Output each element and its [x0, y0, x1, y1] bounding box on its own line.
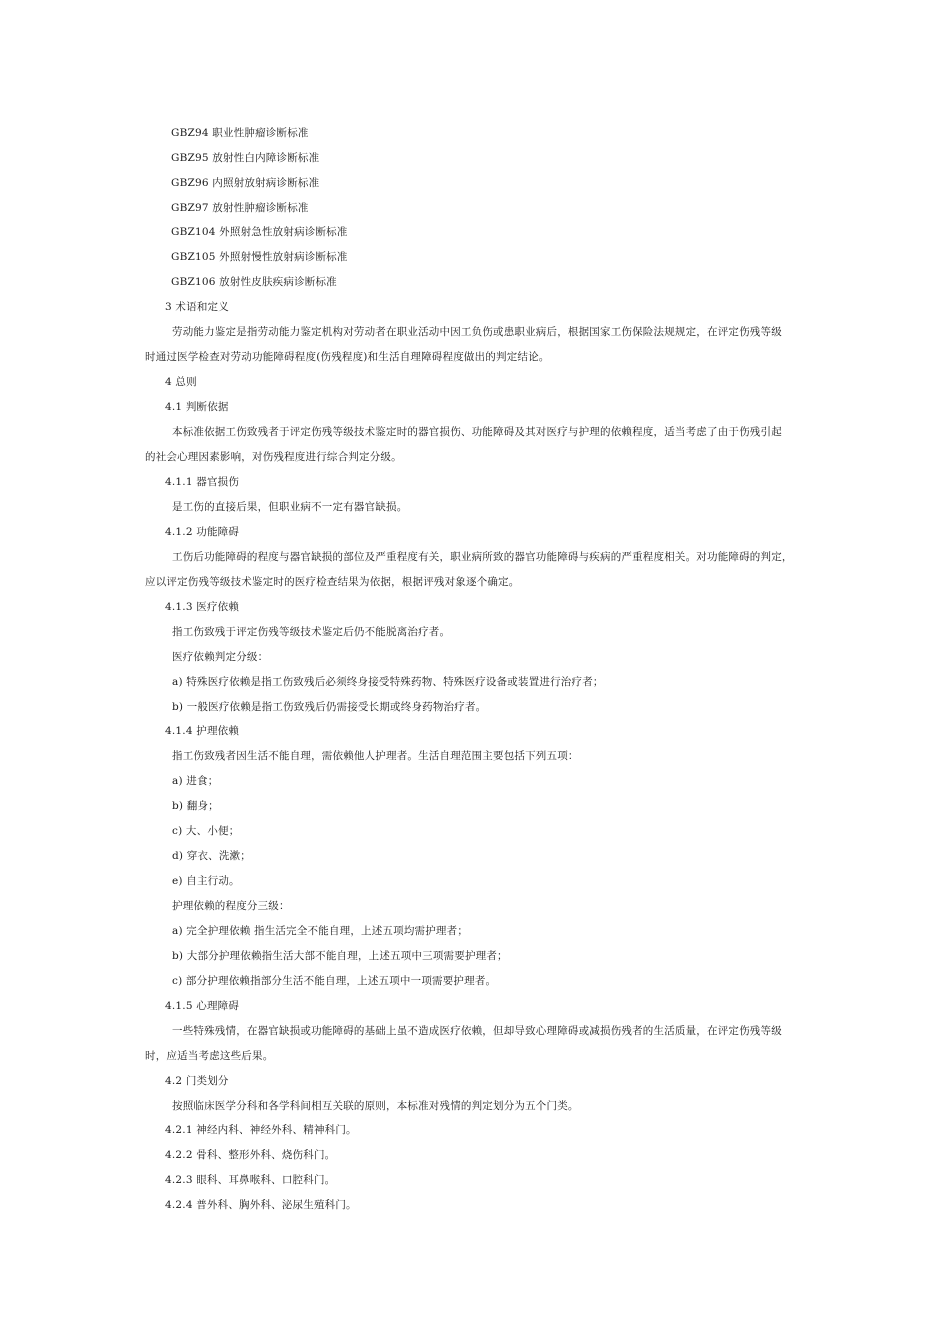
section-4-1-paragraph-cont: 的社会心理因素影响，对伤残程度进行综合判定分级。: [145, 451, 402, 463]
section-4-2-1-item: 4.2.1 神经内科、神经外科、精神科门。: [165, 1124, 357, 1136]
section-4-1-heading: 4.1 判断依据: [165, 401, 229, 413]
list-item: b) 一般医疗依赖是指工伤致残后仍需接受长期或终身药物治疗者。: [172, 701, 487, 713]
section-4-1-2-paragraph: 工伤后功能障碍的程度与器官缺损的部位及严重程度有关，职业病所致的器官功能障碍与疾病的严重程度相关。对功能障碍的判定，: [172, 551, 793, 563]
section-3-paragraph-cont: 时通过医学检查对劳动功能障碍程度(伤残程度)和生活自理障碍程度做出的判定结论。: [145, 351, 550, 363]
section-4-1-2-paragraph-cont: 应以评定伤残等级技术鉴定时的医疗检查结果为依据，根据评残对象逐个确定。: [145, 576, 520, 588]
section-4-1-5-paragraph-cont: 时，应适当考虑这些后果。: [145, 1050, 274, 1062]
section-4-1-3-paragraph: 指工伤致残于评定伤残等级技术鉴定后仍不能脱离治疗者。: [172, 626, 451, 638]
list-item: c) 部分护理依赖指部分生活不能自理，上述五项中一项需要护理者。: [172, 975, 497, 987]
section-4-1-1-paragraph: 是工伤的直接后果，但职业病不一定有器官缺损。: [172, 501, 408, 513]
section-4-1-4-subheading: 护理依赖的程度分三级：: [172, 900, 290, 912]
section-4-1-2-heading: 4.1.2 功能障碍: [165, 526, 240, 538]
section-4-1-4-heading: 4.1.4 护理依赖: [165, 725, 240, 737]
ref-gbz104: GBZ104 外照射急性放射病诊断标准: [171, 226, 348, 238]
list-item: d) 穿衣、洗漱；: [172, 850, 251, 862]
section-4-2-3-item: 4.2.3 眼科、耳鼻喉科、口腔科门。: [165, 1174, 336, 1186]
section-4-1-paragraph: 本标准依据工伤致残者于评定伤残等级技术鉴定时的器官损伤、功能障碍及其对医疗与护理的依赖程度，适当考虑了由于伤残引起: [172, 426, 782, 438]
list-item: e) 自主行动。: [172, 875, 240, 887]
section-4-2-4-item: 4.2.4 普外科、胸外科、泌尿生殖科门。: [165, 1199, 357, 1211]
section-4-1-1-heading: 4.1.1 器官损伤: [165, 476, 240, 488]
section-4-1-4-paragraph: 指工伤致残者因生活不能自理，需依赖他人护理者。生活自理范围主要包括下列五项：: [172, 750, 579, 762]
ref-gbz105: GBZ105 外照射慢性放射病诊断标准: [171, 251, 348, 263]
list-item: a) 特殊医疗依赖是指工伤致残后必须终身接受特殊药物、特殊医疗设备或装置进行治疗者；: [172, 676, 604, 688]
ref-gbz94: GBZ94 职业性肿瘤诊断标准: [171, 127, 309, 139]
section-4-1-3-heading: 4.1.3 医疗依赖: [165, 601, 240, 613]
section-4-heading: 4 总则: [165, 376, 197, 388]
list-item: a) 进食；: [172, 775, 219, 787]
list-item: b) 大部分护理依赖指生活大部不能自理，上述五项中三项需要护理者；: [172, 950, 508, 962]
section-4-2-paragraph: 按照临床医学分科和各学科间相互关联的原则，本标准对残情的判定划分为五个门类。: [172, 1100, 579, 1112]
section-4-1-5-paragraph: 一些特殊残情，在器官缺损或功能障碍的基础上虽不造成医疗依赖，但却导致心理障碍或减损伤残者的生活质量，在评定伤残等级: [172, 1025, 782, 1037]
ref-gbz97: GBZ97 放射性肿瘤诊断标准: [171, 202, 309, 214]
section-4-1-3-subheading: 医疗依赖判定分级：: [172, 651, 269, 663]
list-item: a) 完全护理依赖 指生活完全不能自理，上述五项均需护理者；: [172, 925, 469, 937]
ref-gbz96: GBZ96 内照射放射病诊断标准: [171, 177, 320, 189]
section-4-2-2-item: 4.2.2 骨科、整形外科、烧伤科门。: [165, 1149, 336, 1161]
section-3-paragraph: 劳动能力鉴定是指劳动能力鉴定机构对劳动者在职业活动中因工负伤或患职业病后，根据国家工伤保险法规规定，在评定伤残等级: [172, 326, 782, 338]
list-item: b) 翻身；: [172, 800, 219, 812]
list-item: c) 大、小便；: [172, 825, 240, 837]
section-4-2-heading: 4.2 门类划分: [165, 1075, 229, 1087]
ref-gbz106: GBZ106 放射性皮肤疾病诊断标准: [171, 276, 337, 288]
section-3-heading: 3 术语和定义: [165, 301, 229, 313]
ref-gbz95: GBZ95 放射性白内障诊断标准: [171, 152, 320, 164]
section-4-1-5-heading: 4.1.5 心理障碍: [165, 1000, 240, 1012]
